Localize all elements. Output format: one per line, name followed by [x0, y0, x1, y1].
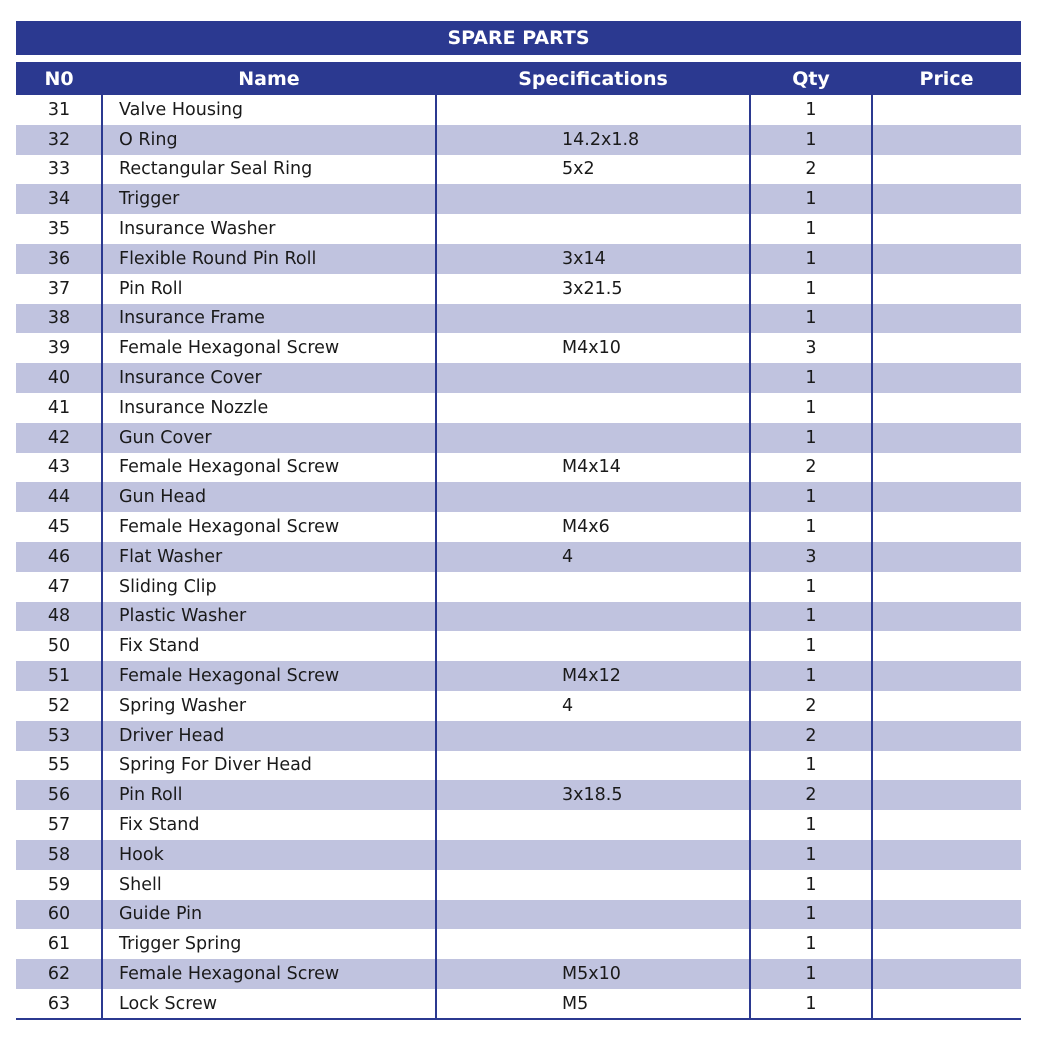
cell-specifications: 4 — [562, 695, 574, 716]
cell-qty: 1 — [805, 248, 817, 269]
cell-qty: 1 — [805, 368, 817, 389]
cell-name: Pin Roll — [119, 785, 183, 806]
cell-qty: 1 — [805, 99, 817, 120]
cell-name: Insurance Frame — [119, 308, 265, 329]
cell-specifications — [562, 214, 742, 244]
cell-qty: 1 — [805, 636, 817, 657]
cell-qty: 1 — [805, 934, 817, 955]
cell-specifications: M4x10 — [562, 338, 621, 359]
cell-specifications — [562, 363, 742, 393]
cell-specifications — [562, 304, 742, 334]
cell-name: Hook — [119, 844, 164, 865]
cell-no: 38 — [47, 308, 71, 329]
cell-name: Gun Cover — [119, 427, 212, 448]
cell-specifications — [562, 393, 742, 423]
cell-specifications — [562, 751, 742, 781]
cell-no: 46 — [47, 546, 71, 567]
cell-specifications — [562, 840, 742, 870]
cell-no: 55 — [47, 755, 71, 776]
cell-no: 60 — [47, 904, 71, 925]
cell-specifications — [562, 929, 742, 959]
cell-name: Insurance Washer — [119, 219, 276, 240]
cell-qty: 1 — [805, 606, 817, 627]
cell-name: Female Hexagonal Screw — [119, 964, 340, 985]
cell-name: Trigger — [119, 189, 180, 210]
cell-no: 56 — [47, 785, 71, 806]
cell-specifications — [562, 721, 742, 751]
cell-name: Insurance Nozzle — [119, 397, 269, 418]
cell-name: Shell — [119, 874, 162, 895]
cell-name: Rectangular Seal Ring — [119, 159, 313, 180]
cell-no: 41 — [47, 397, 71, 418]
cell-name: Fix Stand — [119, 815, 200, 836]
cell-qty: 1 — [805, 576, 817, 597]
cell-name: Driver Head — [119, 725, 225, 746]
cell-specifications: M5x10 — [562, 964, 621, 985]
cell-no: 39 — [47, 338, 71, 359]
cell-qty: 1 — [805, 666, 817, 687]
cell-specifications: M4x12 — [562, 666, 621, 687]
cell-qty: 1 — [805, 189, 817, 210]
cell-name: Guide Pin — [119, 904, 203, 925]
cell-no: 48 — [47, 606, 71, 627]
cell-qty: 1 — [805, 755, 817, 776]
cell-qty: 1 — [805, 129, 817, 150]
cell-name: Insurance Cover — [119, 368, 262, 389]
column-header-specifications: Specifications — [518, 67, 668, 90]
cell-no: 61 — [47, 934, 71, 955]
cell-no: 35 — [47, 219, 71, 240]
cell-specifications: M5 — [562, 993, 589, 1014]
cell-no: 33 — [47, 159, 71, 180]
column-divider — [749, 95, 751, 1020]
cell-no: 40 — [47, 368, 71, 389]
cell-specifications: 3x18.5 — [562, 785, 623, 806]
cell-name: Gun Head — [119, 487, 207, 508]
cell-name: Spring For Diver Head — [119, 755, 312, 776]
cell-specifications: 4 — [562, 546, 574, 567]
cell-qty: 1 — [805, 815, 817, 836]
cell-qty: 1 — [805, 874, 817, 895]
cell-specifications: 14.2x1.8 — [562, 129, 640, 150]
cell-specifications — [562, 95, 742, 125]
cell-name: Fix Stand — [119, 636, 200, 657]
cell-no: 57 — [47, 815, 71, 836]
cell-qty: 1 — [805, 397, 817, 418]
cell-no: 62 — [47, 964, 71, 985]
cell-no: 63 — [47, 993, 71, 1014]
cell-specifications — [562, 572, 742, 602]
cell-name: Flexible Round Pin Roll — [119, 248, 317, 269]
cell-qty: 1 — [805, 517, 817, 538]
cell-name: Female Hexagonal Screw — [119, 338, 340, 359]
cell-qty: 1 — [805, 427, 817, 448]
cell-specifications — [562, 870, 742, 900]
cell-qty: 3 — [805, 546, 817, 567]
cell-specifications — [562, 602, 742, 632]
cell-specifications: 3x14 — [562, 248, 606, 269]
cell-no: 47 — [47, 576, 71, 597]
cell-no: 50 — [47, 636, 71, 657]
cell-name: O Ring — [119, 129, 178, 150]
column-header-qty: Qty — [792, 67, 830, 90]
cell-specifications: 5x2 — [562, 159, 595, 180]
cell-specifications — [562, 631, 742, 661]
cell-name: Sliding Clip — [119, 576, 217, 597]
cell-name: Pin Roll — [119, 278, 183, 299]
cell-qty: 3 — [805, 338, 817, 359]
cell-no: 34 — [47, 189, 71, 210]
cell-specifications: M4x6 — [562, 517, 610, 538]
cell-qty: 2 — [805, 725, 817, 746]
cell-no: 59 — [47, 874, 71, 895]
cell-name: Plastic Washer — [119, 606, 247, 627]
table-title: SPARE PARTS — [16, 21, 1021, 55]
cell-specifications: M4x14 — [562, 457, 621, 478]
cell-specifications — [562, 482, 742, 512]
cell-name: Female Hexagonal Screw — [119, 666, 340, 687]
column-divider — [871, 95, 873, 1020]
cell-no: 44 — [47, 487, 71, 508]
cell-qty: 1 — [805, 278, 817, 299]
column-header-no: N0 — [44, 67, 74, 90]
cell-specifications — [562, 900, 742, 930]
cell-name: Female Hexagonal Screw — [119, 457, 340, 478]
cell-no: 53 — [47, 725, 71, 746]
cell-specifications — [562, 810, 742, 840]
cell-qty: 2 — [805, 785, 817, 806]
cell-no: 51 — [47, 666, 71, 687]
cell-name: Female Hexagonal Screw — [119, 517, 340, 538]
cell-no: 36 — [47, 248, 71, 269]
cell-no: 43 — [47, 457, 71, 478]
cell-qty: 1 — [805, 308, 817, 329]
column-divider — [435, 95, 437, 1020]
cell-no: 42 — [47, 427, 71, 448]
cell-qty: 1 — [805, 964, 817, 985]
cell-qty: 2 — [805, 159, 817, 180]
cell-specifications: 3x21.5 — [562, 278, 623, 299]
cell-qty: 1 — [805, 219, 817, 240]
cell-qty: 1 — [805, 487, 817, 508]
column-divider — [101, 95, 103, 1020]
cell-name: Valve Housing — [119, 99, 244, 120]
cell-name: Trigger Spring — [119, 934, 242, 955]
cell-name: Spring Washer — [119, 695, 247, 716]
cell-no: 31 — [47, 99, 71, 120]
table-header — [16, 62, 1021, 95]
cell-name: Flat Washer — [119, 546, 223, 567]
cell-qty: 1 — [805, 844, 817, 865]
cell-qty: 2 — [805, 457, 817, 478]
cell-specifications — [562, 184, 742, 214]
cell-specifications — [562, 423, 742, 453]
table-bottom-border — [16, 1018, 1021, 1020]
cell-no: 52 — [47, 695, 71, 716]
column-header-name: Name — [238, 67, 300, 90]
cell-qty: 1 — [805, 993, 817, 1014]
cell-no: 58 — [47, 844, 71, 865]
cell-name: Lock Screw — [119, 993, 218, 1014]
cell-qty: 1 — [805, 904, 817, 925]
column-header-price: Price — [919, 67, 974, 90]
cell-no: 32 — [47, 129, 71, 150]
cell-qty: 2 — [805, 695, 817, 716]
cell-no: 37 — [47, 278, 71, 299]
cell-no: 45 — [47, 517, 71, 538]
